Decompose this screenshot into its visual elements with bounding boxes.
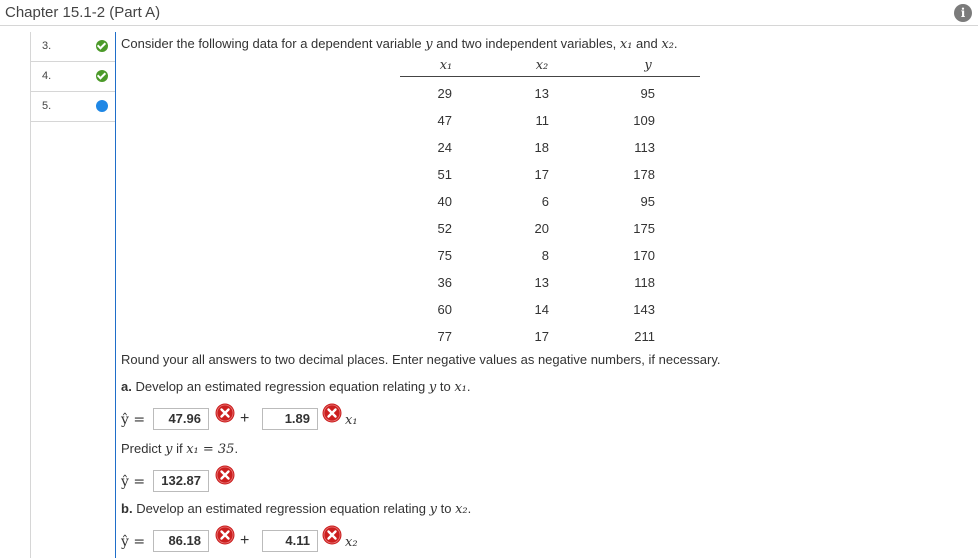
yhat-label: ŷ = <box>121 474 146 490</box>
table-cell: 17 <box>534 329 549 344</box>
slope-input-a[interactable]: 1.89 <box>262 408 318 430</box>
table-cell: 47 <box>437 113 452 128</box>
table-cell: 52 <box>437 221 452 236</box>
incorrect-icon <box>322 525 342 545</box>
incorrect-icon <box>215 525 235 545</box>
question-number: 3. <box>42 40 52 52</box>
yhat-label: ŷ = <box>121 412 146 428</box>
table-cell: 77 <box>437 329 452 344</box>
table-cell: 51 <box>437 167 452 182</box>
table-cell: 13 <box>534 86 549 101</box>
table-cell: 95 <box>640 86 655 101</box>
table-cell: 95 <box>640 194 655 209</box>
column-header-x1: x₁ <box>439 58 453 73</box>
intercept-input-a[interactable]: 47.96 <box>153 408 209 430</box>
table-cell: 11 <box>535 113 549 128</box>
nav-item-3[interactable] <box>31 32 115 62</box>
info-icon[interactable]: i <box>954 4 972 22</box>
column-header-y: y <box>644 58 652 73</box>
check-icon <box>96 70 108 82</box>
incorrect-icon <box>322 403 342 423</box>
prediction-input[interactable]: 132.87 <box>153 470 209 492</box>
current-dot-icon <box>96 100 108 112</box>
question-number: 5. <box>42 100 52 112</box>
table-cell: 60 <box>437 302 452 317</box>
intercept-input-b[interactable]: 86.18 <box>153 530 209 552</box>
variable-x2: x₂ <box>345 535 358 550</box>
part-a-prompt: a. Develop an estimated regression equation relating y to x₁. <box>121 379 471 395</box>
table-cell: 170 <box>633 248 655 263</box>
incorrect-icon <box>215 465 235 485</box>
predict-prompt: Predict y if x₁ = 35. <box>121 441 239 457</box>
part-b-prompt: b. Develop an estimated regression equation relating y to x₂. <box>121 501 472 517</box>
table-cell: 14 <box>534 302 549 317</box>
nav-item-4[interactable] <box>31 62 115 92</box>
instructions: Round your all answers to two decimal places. Enter negative values as negative numbers, if necessary. <box>121 352 721 367</box>
check-icon <box>96 40 108 52</box>
table-header-rule <box>400 76 700 77</box>
table-cell: 20 <box>534 221 549 236</box>
nav-item-5[interactable] <box>31 92 115 122</box>
table-cell: 143 <box>633 302 655 317</box>
content-divider <box>115 32 116 558</box>
table-cell: 118 <box>634 275 655 290</box>
column-header-x2: x₂ <box>535 58 549 73</box>
table-cell: 18 <box>534 140 549 155</box>
table-cell: 109 <box>633 113 655 128</box>
table-cell: 113 <box>634 140 655 155</box>
question-number: 4. <box>42 70 52 82</box>
table-cell: 40 <box>437 194 452 209</box>
table-cell: 29 <box>437 86 452 101</box>
page-header <box>0 0 978 26</box>
table-cell: 17 <box>534 167 549 182</box>
question-nav <box>30 32 115 558</box>
table-cell: 211 <box>634 329 655 344</box>
table-cell: 178 <box>633 167 655 182</box>
plus-sign: + <box>240 532 250 549</box>
yhat-label: ŷ = <box>121 534 146 550</box>
table-cell: 8 <box>541 248 549 263</box>
variable-x1: x₁ <box>345 413 358 428</box>
page-title: Chapter 15.1-2 (Part A) <box>5 4 161 21</box>
question-intro: Consider the following data for a dependent variable y and two independent variables, x₁ and x₂. <box>121 36 678 52</box>
table-cell: 6 <box>541 194 549 209</box>
slope-input-b[interactable]: 4.11 <box>262 530 318 552</box>
incorrect-icon <box>215 403 235 423</box>
table-cell: 24 <box>437 140 452 155</box>
table-cell: 75 <box>437 248 452 263</box>
table-cell: 175 <box>633 221 655 236</box>
table-cell: 36 <box>437 275 452 290</box>
plus-sign: + <box>240 410 250 427</box>
table-cell: 13 <box>534 275 549 290</box>
